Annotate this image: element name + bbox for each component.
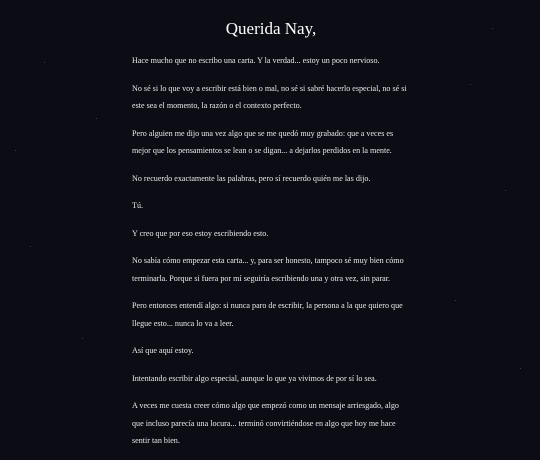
star bbox=[44, 62, 45, 63]
letter-paragraph: Pero entonces entendí algo: si nunca paro de escribir, la persona a la que quiero que llegue esto... nunca lo va a leer. bbox=[132, 301, 403, 328]
letter-paragraph: Pero alguien me dijo una vez algo que se me quedó muy grabado: que a veces es mejor que los pensamientos se lean o se digan... a dejarlos perdidos en la mente. bbox=[132, 128, 394, 155]
letter-title: Querida Nay, bbox=[225, 19, 317, 38]
letter-paragraph: Y creo que por eso estoy escribiendo esto. bbox=[132, 228, 269, 238]
letter-paragraph: No sabía cómo empezar esta carta... y, para ser honesto, tampoco sé muy bien cómo terminarla. Porque si fuera por mí seguiría escribiendo una y otra vez, sin parar. bbox=[132, 256, 404, 283]
star bbox=[505, 190, 506, 191]
letter-paragraph: Así que aquí estoy. bbox=[132, 346, 194, 355]
letter-paragraph: Intentando escribir algo especial, aunque lo que ya vivimos de por sí lo sea. bbox=[132, 373, 377, 383]
star bbox=[30, 246, 31, 247]
star bbox=[492, 28, 493, 29]
star bbox=[455, 300, 456, 301]
letter-paragraph: Tú. bbox=[132, 201, 144, 210]
letter bbox=[132, 18, 410, 460]
letter-paragraph: A veces me cuesta creer cómo algo que empezó como un mensaje arriesgado, algo que incluso parecía una locura... terminó convirtiéndose en algo que hoy me hace sentir tan bien. bbox=[132, 401, 399, 445]
letter-paragraph: No sé si lo que voy a escribir está bien o mal, no sé si sabré hacerlo especial, no sé si este sea el momento, la razón o el contexto perfecto. bbox=[132, 83, 407, 110]
star bbox=[520, 368, 521, 369]
star bbox=[470, 84, 471, 85]
star bbox=[82, 338, 83, 339]
letter-paragraph: Hace mucho que no escribo una carta. Y la verdad... estoy un poco nervioso. bbox=[132, 56, 380, 65]
letter-paragraph: No recuerdo exactamente las palabras, pero sí recuerdo quién me las dijo. bbox=[132, 173, 371, 183]
star bbox=[15, 150, 16, 151]
star bbox=[96, 118, 97, 119]
